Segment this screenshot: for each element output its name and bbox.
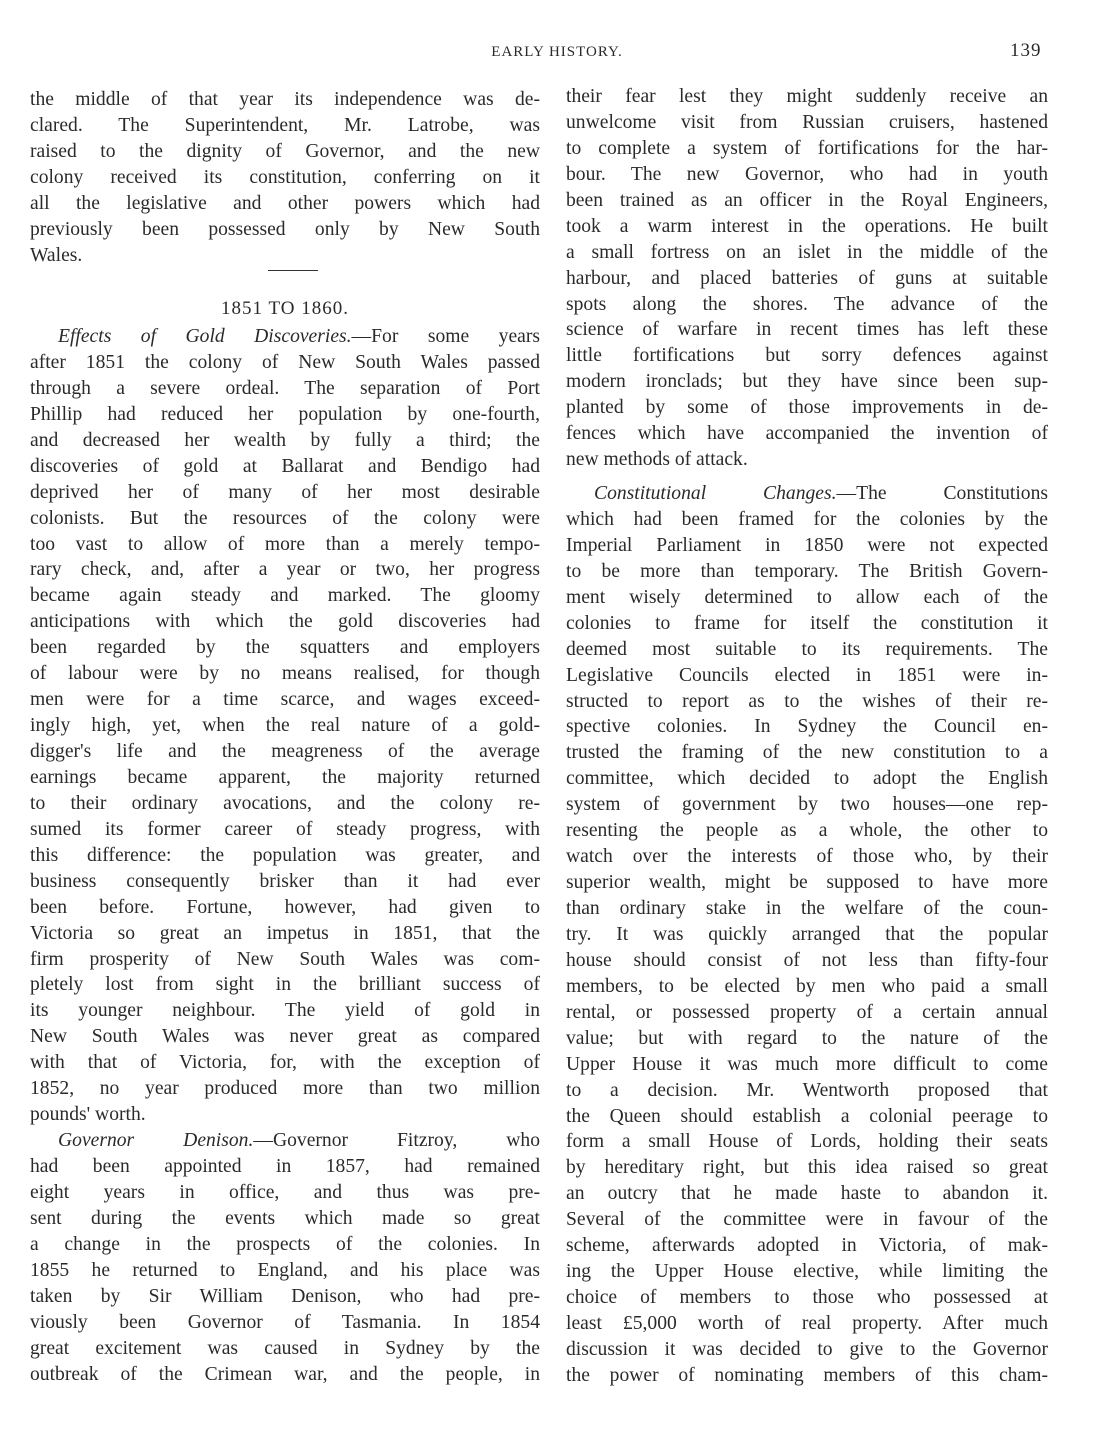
- text-line: took a warm interest in the operations. He built: [566, 215, 1048, 237]
- text-line: members, to be elected by men who paid a small: [566, 975, 1048, 997]
- paragraph-lead-heading: Governor Denison.: [58, 1130, 254, 1152]
- text-line: by hereditary right, but this idea raised so great: [566, 1157, 1048, 1179]
- text-line: than ordinary stake in the welfare of the coun-: [566, 898, 1048, 919]
- text-line: least £5,000 worth of real property. After much: [566, 1313, 1048, 1334]
- text-line: superior wealth, might be supposed to have more: [566, 872, 1048, 894]
- text-line: Wales.: [30, 244, 83, 266]
- text-line: men were for a time scarce, and wages exceed-: [30, 689, 540, 711]
- text-line: to complete a system of fortifications for the har-: [566, 137, 1048, 159]
- text-line: unwelcome visit from Russian cruisers, hastened: [566, 111, 1048, 133]
- text-line: outbreak of the Crimean war, and the people, in: [30, 1363, 540, 1385]
- text-line: Upper House it was much more difficult to come: [566, 1053, 1048, 1075]
- text-line: raised to the dignity of Governor, and the new: [30, 140, 540, 162]
- text-line: committee, which decided to adopt the English: [566, 768, 1048, 790]
- text-line: scheme, afterwards adopted in Victoria, of mak-: [566, 1235, 1048, 1257]
- text-line: a change in the prospects of the colonies. In: [30, 1233, 540, 1255]
- text-line: harbour, and placed batteries of guns at suitable: [566, 267, 1048, 289]
- text-line: been regarded by the squatters and employers: [30, 637, 540, 659]
- text-line: discussion it was decided to give to the Governor: [566, 1338, 1048, 1360]
- text-line: the Queen should establish a colonial peerage to: [566, 1105, 1048, 1127]
- text-line: which had been framed for the colonies by the: [566, 508, 1048, 530]
- text-line: spective colonies. In Sydney the Council en-: [566, 716, 1048, 738]
- text-line: too vast to allow of more than a merely tempo-: [30, 533, 540, 555]
- text-line: try. It was quickly arranged that the popular: [566, 923, 1048, 945]
- text-line: ing the Upper House elective, while limiting the: [566, 1261, 1048, 1283]
- text-line: 1852, no year produced more than two million: [30, 1078, 540, 1100]
- text-line: its younger neighbour. The yield of gold in: [30, 1000, 540, 1022]
- text-line: had been appointed in 1857, had remained: [30, 1156, 540, 1177]
- paragraph-lead-heading: Constitutional Changes.: [594, 483, 837, 504]
- text-line: Legislative Councils elected in 1851 were in-: [566, 664, 1048, 686]
- text-line: deemed most suitable to its requirements. The: [566, 638, 1048, 660]
- text-line: digger's life and the meagreness of the average: [30, 741, 540, 762]
- text-line: anticipations with which the gold discoveries had: [30, 611, 540, 633]
- text-line: great excitement was caused in Sydney by the: [30, 1337, 540, 1359]
- text-line: to their ordinary avocations, and the colony re-: [30, 792, 540, 814]
- text-line: new methods of attack.: [566, 449, 748, 471]
- text-line: New South Wales was never great as compared: [30, 1026, 540, 1048]
- text-line: Governor Denison.—Governor Fitzroy, who: [58, 1130, 540, 1152]
- text-line: Phillip had reduced her population by one-fourth,: [30, 403, 540, 425]
- running-title: EARLY HISTORY.: [491, 44, 623, 60]
- text-line: value; but with regard to the nature of the: [566, 1027, 1048, 1049]
- text-line: planted by some of those improvements in de-: [566, 397, 1048, 419]
- text-line: this difference: the population was greater, and: [30, 844, 540, 866]
- text-line: to a decision. Mr. Wentworth proposed that: [566, 1079, 1048, 1101]
- text-line: spots along the shores. The advance of the: [566, 293, 1048, 315]
- right-column-paragraphs: [566, 481, 1048, 1389]
- text-line: sumed its former career of steady progress, with: [30, 818, 540, 840]
- text-line: colonies to frame for itself the constitution it: [566, 612, 1048, 634]
- text-line: viously been Governor of Tasmania. In 1854: [30, 1311, 540, 1333]
- text-line: rental, or possessed property of a certain annual: [566, 1001, 1048, 1023]
- text-line: structed to report as to the wishes of their re-: [566, 690, 1048, 712]
- text-line: fences which have accompanied the invention of: [566, 423, 1048, 445]
- text-line: choice of members to those who possessed at: [566, 1287, 1048, 1309]
- text-line: an outcry that he made haste to abandon it.: [566, 1183, 1048, 1205]
- text-line: Victoria so great an impetus in 1851, that the: [30, 922, 540, 944]
- text-line: Imperial Parliament in 1850 were not expected: [566, 534, 1048, 556]
- left-column-top-paragraph: [30, 87, 540, 269]
- text-line: been before. Fortune, however, had given to: [30, 896, 540, 918]
- text-line: watch over the interests of those who, by their: [566, 846, 1048, 868]
- text-line: modern ironclads; but they have since been sup-: [566, 371, 1048, 393]
- text-line: earnings became apparent, the majority returned: [30, 766, 540, 788]
- text-line: a small fortress on an islet in the middle of the: [566, 241, 1048, 263]
- text-line: of labour were by no means realised, for though: [30, 663, 540, 685]
- text-line: eight years in office, and thus was pre-: [30, 1181, 540, 1203]
- section-divider: [268, 270, 318, 271]
- text-line: house should consist of not less than fifty-four: [566, 949, 1048, 971]
- text-line: bour. The new Governor, who had in youth: [566, 163, 1048, 185]
- text-line: ment wisely determined to allow each of the: [566, 586, 1048, 608]
- text-line: became again steady and marked. The gloomy: [30, 585, 540, 607]
- text-line: rary check, and, after a year or two, her progress: [30, 559, 540, 581]
- text-line: all the legislative and other powers which had: [30, 192, 540, 214]
- text-line: pounds' worth.: [30, 1104, 146, 1126]
- text-line: form a small House of Lords, holding their seats: [566, 1131, 1048, 1153]
- text-line: clared. The Superintendent, Mr. Latrobe, was: [30, 114, 540, 136]
- text-line: their fear lest they might suddenly receive an: [566, 86, 1048, 107]
- text-line: discoveries of gold at Ballarat and Bendigo had: [30, 455, 540, 477]
- text-line: been trained as an officer in the Royal Engineers,: [566, 189, 1048, 211]
- page-number: 139: [1010, 40, 1042, 61]
- text-line: and decreased her wealth by fully a third; the: [30, 429, 540, 451]
- text-line: business consequently brisker than it had ever: [30, 870, 540, 892]
- text-line: colony received its constitution, conferring on it: [30, 166, 540, 188]
- text-line: with that of Victoria, for, with the exception of: [30, 1052, 540, 1074]
- text-line: sent during the events which made so great: [30, 1207, 540, 1229]
- text-line: Effects of Gold Discoveries.—For some years: [58, 326, 540, 347]
- text-line: trusted the framing of the new constitution to a: [566, 742, 1048, 764]
- text-line: pletely lost from sight in the brilliant success of: [30, 974, 540, 996]
- section-heading: 1851 TO 1860.: [221, 298, 349, 319]
- text-line: previously been possessed only by New South: [30, 218, 540, 240]
- text-line: through a severe ordeal. The separation of Port: [30, 377, 540, 399]
- text-line: 1855 he returned to England, and his place was: [30, 1259, 540, 1281]
- text-line: colonists. But the resources of the colony were: [30, 507, 540, 529]
- text-line: Constitutional Changes.—The Constitutions: [594, 483, 1048, 504]
- text-line: firm prosperity of New South Wales was com-: [30, 948, 540, 970]
- text-line: the power of nominating members of this cham-: [566, 1364, 1048, 1386]
- text-line: Several of the committee were in favour of the: [566, 1209, 1048, 1231]
- text-line: to be more than temporary. The British Govern-: [566, 560, 1048, 582]
- paragraph-lead-heading: Effects of Gold Discoveries.: [58, 326, 352, 347]
- text-line: taken by Sir William Denison, who had pre-: [30, 1285, 540, 1307]
- text-line: ingly high, yet, when the real nature of a gold-: [30, 715, 540, 737]
- left-column-paragraphs: [30, 324, 540, 1387]
- text-line: science of warfare in recent times has left these: [566, 319, 1048, 341]
- text-line: deprived her of many of her most desirable: [30, 481, 540, 503]
- text-line: after 1851 the colony of New South Wales passed: [30, 351, 540, 373]
- text-line: little fortifications but sorry defences against: [566, 345, 1048, 367]
- text-line: the middle of that year its independence was de-: [30, 89, 540, 110]
- text-line: system of government by two houses—one rep-: [566, 794, 1048, 816]
- right-column-top-paragraph: [566, 84, 1048, 473]
- text-line: resenting the people as a whole, the other to: [566, 820, 1048, 842]
